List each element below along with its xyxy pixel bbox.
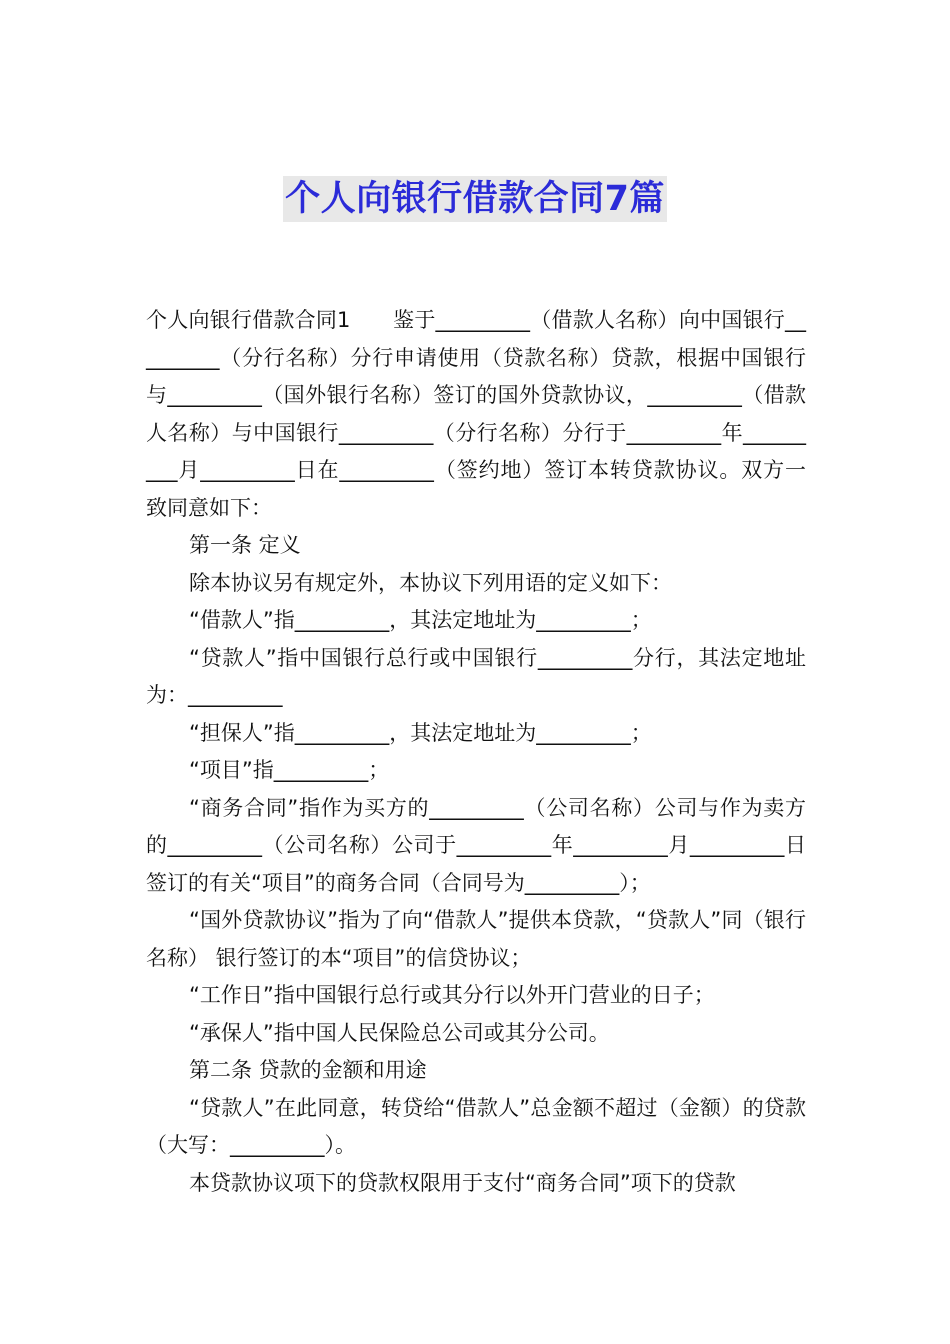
definition-guarantor: “担保人”指_________，其法定地址为_________；: [189, 720, 652, 745]
definition-borrower: “借款人”指_________，其法定地址为_________；: [189, 608, 652, 632]
title-wrapper: [0, 176, 950, 222]
definition-lender: “贷款人”指中国银行总行或中国银行_________分行，其法定地址为：_________: [146, 645, 806, 707]
definition-project: “项目”指_________；: [189, 758, 390, 782]
paragraph-intro: 个人向银行借款合同1 鉴于_________（借款人名称）向中国银行_________（分行名称）分行申请使用（贷款名称）贷款，根据中国银行与_________（国外银行名称）签订的国外贷款协议，_________（借款人名称）与中国银行_________（分行名称）分行于_________年_________月_________日在_________（签约地）签订本转贷款协议。双方一致同意如下：: [146, 308, 806, 520]
definition-commercial-contract: “商务合同”指作为买方的_________（公司名称）公司与作为卖方的_________（公司名称）公司于_________年_________月_________日签订的有关“项目”的商务合同（合同号为_________）；: [146, 795, 806, 895]
definition-working-day: “工作日”指中国银行总行或其分行以外开门营业的日子；: [189, 983, 715, 1007]
paragraph-loan-amount: “贷款人”在此同意，转贷给“借款人”总金额不超过（金额）的贷款（大写：_________）。: [146, 1095, 806, 1157]
definition-foreign-loan-agreement: “国外贷款协议”指为了向“借款人”提供本贷款，“贷款人”同（银行名称） 银行签订的本“项目”的信贷协议；: [146, 908, 806, 970]
document-body: [146, 302, 806, 1202]
article-heading-1: 第一条 定义: [189, 533, 301, 557]
definition-insurer: “承保人”指中国人民保险总公司或其分公司。: [189, 1020, 610, 1045]
article-heading-2: 第二条 贷款的金额和用途: [189, 1058, 427, 1082]
paragraph-loan-purpose: 本贷款协议项下的贷款权限用于支付“商务合同”项下的贷款: [189, 1170, 736, 1195]
document-title: 个人向银行借款合同7篇: [283, 176, 667, 222]
paragraph-definitions-lead: 除本协议另有规定外，本协议下列用语的定义如下：: [189, 570, 672, 595]
